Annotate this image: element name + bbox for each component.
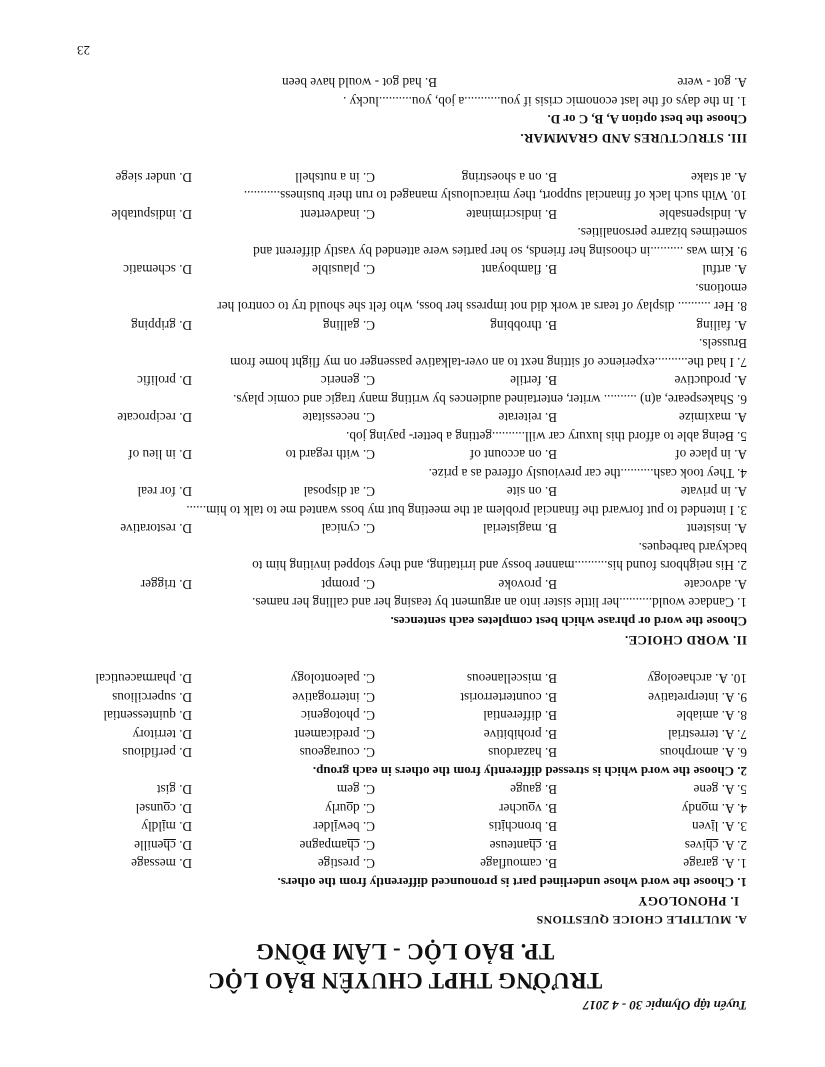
text-segment: auge <box>510 782 536 798</box>
phonology-part2-instruction: 2. Choose the word which is stressed differently from the others in each group. <box>312 764 747 779</box>
page-content <box>63 43 747 1013</box>
option-c: C. prompt <box>321 577 375 592</box>
question-stem: 7. I had the..........experience of sitting next to an over-talkative passenger on my flight home from <box>230 355 747 370</box>
text-segment: ven <box>692 819 712 835</box>
underlined-segment: o <box>528 801 536 816</box>
answer-options <box>63 779 747 798</box>
question-stem-continued: backyard barbeques. <box>638 540 747 555</box>
text-segment: enille <box>134 838 164 853</box>
answer-options <box>63 742 747 761</box>
underlined-segment: g <box>485 856 493 872</box>
option-a: A. productive <box>674 373 747 389</box>
section-a-title: A. MULTIPLE CHOICE QUESTIONS <box>536 913 747 927</box>
text-segment: 1. A. <box>718 856 747 872</box>
option-a: A. in private <box>680 484 747 500</box>
option-c: C. predicament <box>294 727 375 742</box>
option-a: 6. A. amorphous <box>659 745 747 761</box>
option-d: D. indisputable <box>111 207 192 222</box>
answer-options <box>63 370 747 389</box>
stress-questions <box>63 668 747 761</box>
option-c: C. galling <box>322 318 375 333</box>
option-a <box>692 819 747 835</box>
option-d: D. schematic <box>123 262 192 278</box>
option-a: A. indispensable <box>659 207 747 222</box>
text-segment: ampagne <box>299 838 348 853</box>
text-segment: anteuse <box>489 838 530 853</box>
text-segment: lder <box>313 819 334 835</box>
option-c: C. courageous <box>299 745 375 761</box>
option-d <box>136 800 192 816</box>
question-stem-continued: sometimes bizarre personalities. <box>577 225 747 241</box>
underlined-segment: g <box>711 856 719 872</box>
text-segment: D. messa <box>143 856 192 872</box>
underlined-segment: o <box>163 801 171 816</box>
underlined-segment: g <box>169 782 176 798</box>
option-c: C. paleontology <box>290 671 375 687</box>
option-d: D. pharmaceutical <box>95 671 192 687</box>
option-a: A. at stake <box>690 170 747 185</box>
word-choice-title: II. WORD CHOICE. <box>624 633 747 648</box>
text-segment: 5. A. <box>718 782 747 798</box>
option-d <box>157 782 192 798</box>
option-d: D. for real <box>137 484 192 500</box>
answer-options <box>63 259 747 278</box>
option-c <box>300 837 375 853</box>
option-c: C. in a nutshell <box>295 170 375 185</box>
option-b: B. differential <box>483 708 557 724</box>
question-stem: 3. I intended to put forward the financial problem at the meeting but my boss wanted me to talk to him...... <box>186 503 747 518</box>
option-d <box>134 837 192 853</box>
answer-options <box>63 444 747 463</box>
text-segment: tis <box>488 819 502 835</box>
text-segment: C. presti <box>330 856 375 872</box>
option-c: C. interrogative <box>292 690 375 705</box>
answer-options <box>63 518 747 537</box>
question-stem: 10. With such lack of financial support, they miraculously managed to run their business........... <box>243 188 747 204</box>
answer-options <box>63 816 747 835</box>
option-b: B. throbbing <box>490 318 557 333</box>
underlined-segment: ch <box>705 838 719 853</box>
option-a <box>694 782 747 798</box>
underlined-segment: i <box>161 819 166 835</box>
underlined-segment: g <box>353 782 360 798</box>
option-b <box>510 782 557 798</box>
question-stem: 9. Kim was ..........in choosing her friends, so her parties were attended by vastly different and <box>253 244 747 259</box>
option-a: A. got - were <box>677 75 747 91</box>
option-d <box>141 819 192 835</box>
text-segment: D. m <box>165 819 192 835</box>
option-a: 8. A. amiable <box>676 708 747 724</box>
option-a: A. insistent <box>686 521 747 537</box>
text-segment: D. c <box>170 801 192 816</box>
option-b: B. magisterial <box>483 521 557 537</box>
option-d: D. territory <box>132 727 192 742</box>
word-choice-questions <box>63 167 747 611</box>
option-a: 7. A. terrestrial <box>667 727 747 742</box>
phonology-title: I. PHONOLOGY <box>637 894 739 909</box>
text-segment: B. bronch <box>504 819 557 835</box>
option-b: B. provoke <box>498 577 557 592</box>
text-segment: B. v <box>535 801 557 816</box>
option-a <box>683 856 747 872</box>
page-number: 23 <box>77 43 90 58</box>
option-a: 10. A. archaeology <box>647 671 747 687</box>
option-c <box>313 819 375 835</box>
option-d: D. supercilious <box>112 690 192 705</box>
underlined-segment: g <box>137 856 144 872</box>
option-c: C. at disposal <box>303 484 375 500</box>
option-c: C. inadvertent <box>300 207 375 222</box>
option-b: B. prohibitive <box>483 727 557 742</box>
option-a: A. artful <box>702 262 747 278</box>
answer-options <box>63 705 747 724</box>
option-c: C. plausible <box>311 262 375 278</box>
option-d: D. prolific <box>137 373 192 389</box>
option-d: D. gripping <box>131 318 192 333</box>
text-segment: em <box>336 782 354 798</box>
text-segment: B. <box>541 782 557 798</box>
underlined-segment: o <box>346 801 354 816</box>
option-b: B. flamboyant <box>481 262 557 278</box>
underlined-segment: g <box>711 782 719 798</box>
answer-options <box>63 687 747 706</box>
option-d: D. trigger <box>140 577 192 592</box>
text-segment: D. <box>175 838 192 853</box>
answer-options <box>63 835 747 854</box>
answer-options <box>63 167 747 186</box>
text-segment: e <box>317 856 324 872</box>
option-c: C. photogenic <box>301 708 375 724</box>
structures-title: III. STRUCTURES AND GRAMMAR. <box>520 131 747 147</box>
underlined-segment: ch <box>347 838 360 853</box>
option-a: A. failing <box>696 318 747 333</box>
option-b: B. indiscriminate <box>466 207 557 222</box>
text-segment: C. bew <box>337 819 375 835</box>
text-segment: e <box>480 856 486 872</box>
option-a <box>685 837 747 853</box>
option-b <box>480 856 557 872</box>
underlined-segment: g <box>535 782 542 798</box>
option-d: D. reciprocate <box>117 410 192 426</box>
text-segment: B. camoufla <box>492 856 557 872</box>
underlined-segment: i <box>711 819 715 835</box>
option-c <box>318 856 375 872</box>
question-stem: 8. Her .......... display of tears at work did not impress her boss, who felt she should try to control her <box>217 299 747 315</box>
option-a: A. maximize <box>678 410 747 426</box>
text-segment: ist <box>156 782 170 798</box>
text-segment: D. <box>175 782 192 798</box>
text-segment: ndy <box>681 801 702 816</box>
text-segment: ene <box>693 782 712 798</box>
option-a <box>682 800 747 816</box>
answer-options <box>63 481 747 500</box>
option-c <box>325 800 375 816</box>
option-d: D. in lieu of <box>128 447 192 463</box>
answer-options <box>63 204 747 223</box>
text-segment: unsel <box>135 801 164 816</box>
word-choice-instruction: Choose the word or phrase which best completes each sentences. <box>390 614 747 629</box>
option-c: C. with regard to <box>285 447 375 463</box>
option-b: B. hazardous <box>488 745 557 761</box>
question-stem: 1. In the days of the last economic crisis if you...........a job, you..........lucky . <box>343 94 747 109</box>
answer-options <box>63 407 747 426</box>
running-title: Tuyển tập Olympic 30 - 4 2017 <box>582 998 747 1013</box>
question-stem-continued: emotions. <box>695 281 747 296</box>
underlined-segment: i <box>501 819 505 835</box>
option-c: C. necessitate <box>302 410 375 426</box>
text-segment: 2. A. <box>718 838 747 853</box>
option-b: B. on account of <box>469 447 557 463</box>
underlined-segment: o <box>701 801 709 816</box>
structures-instruction: Choose the best option A, B, C or D. <box>547 112 747 128</box>
option-a: A. advocate <box>684 577 747 592</box>
answer-options <box>63 798 747 817</box>
option-b: B. counterterrorist <box>460 690 557 705</box>
option-d: D. restorative <box>120 521 192 537</box>
question-stem: 1. Candace would..........her little sister into an argument by teasing her and calling her names. <box>252 595 747 611</box>
answer-options <box>63 668 747 687</box>
text-segment: arage <box>683 856 712 872</box>
option-c: C. cynical <box>321 521 375 537</box>
option-b: B. on site <box>506 484 557 500</box>
underlined-segment: g <box>323 856 331 872</box>
option-a: A. in place of <box>675 447 747 463</box>
underlined-segment: ch <box>163 838 176 853</box>
question-stem: 5. Being able to afford this luxury car will..........getting a better- paying job. <box>346 429 747 444</box>
underlined-segment: ch <box>529 838 542 853</box>
option-d: D. quintessential <box>103 708 192 724</box>
school-location: TP. BẢO LỘC - LÂM ĐỒNG <box>255 939 555 964</box>
text-segment: ucher <box>499 801 529 816</box>
text-segment: C. d <box>353 801 375 816</box>
underlined-segment: i <box>333 819 338 835</box>
answer-options <box>63 724 747 743</box>
text-segment: C. <box>359 838 375 853</box>
option-b: B. fertile <box>510 373 557 389</box>
option-b: B. reiterate <box>498 410 557 426</box>
school-name: TRƯỜNG THPT CHUYÊN BẢO LỘC <box>207 968 603 993</box>
question-stem-continued: Brussels. <box>699 336 747 352</box>
option-c <box>337 782 375 798</box>
option-d: D. under siege <box>115 170 192 185</box>
option-b <box>489 819 557 835</box>
question-stem: 6. Shakespeare, a(n) .......... writer, entertained audiences by writing many tragic and comic plays. <box>233 392 747 407</box>
option-b: B. miscellaneous <box>466 671 557 687</box>
option-a: 9. A. interpretative <box>648 690 747 705</box>
answer-options <box>63 72 747 91</box>
option-d <box>131 856 192 872</box>
text-segment: ldly <box>141 819 162 835</box>
option-b: B. on a shoestring <box>461 170 557 185</box>
question-stem: 4. They took cash..........the car previously offered as a prize. <box>428 466 747 481</box>
question-stem: 2. His neighbors found his..........manner bossy and irritating, and they stopped inviting him to <box>252 558 747 574</box>
option-d: D. perfidious <box>122 745 192 761</box>
phonology-part1-instruction: 1. Choose the word whose underlined part is pronounced differently from the others. <box>277 875 747 890</box>
pronunciation-questions <box>63 779 747 872</box>
option-b <box>499 800 557 816</box>
text-segment: ives <box>684 838 706 853</box>
answer-options <box>63 574 747 593</box>
text-segment: 4. A. m <box>708 801 747 816</box>
text-segment: e <box>131 856 138 872</box>
text-segment: 3. A. l <box>714 819 747 835</box>
answer-options <box>63 315 747 334</box>
text-segment: B. <box>541 838 557 853</box>
answer-options <box>63 853 747 872</box>
option-b <box>490 837 557 853</box>
option-c: C. generic <box>320 373 375 389</box>
text-segment: C. <box>359 782 375 798</box>
option-b: B. had got - would have been <box>282 75 437 91</box>
text-segment: urly <box>325 801 347 816</box>
